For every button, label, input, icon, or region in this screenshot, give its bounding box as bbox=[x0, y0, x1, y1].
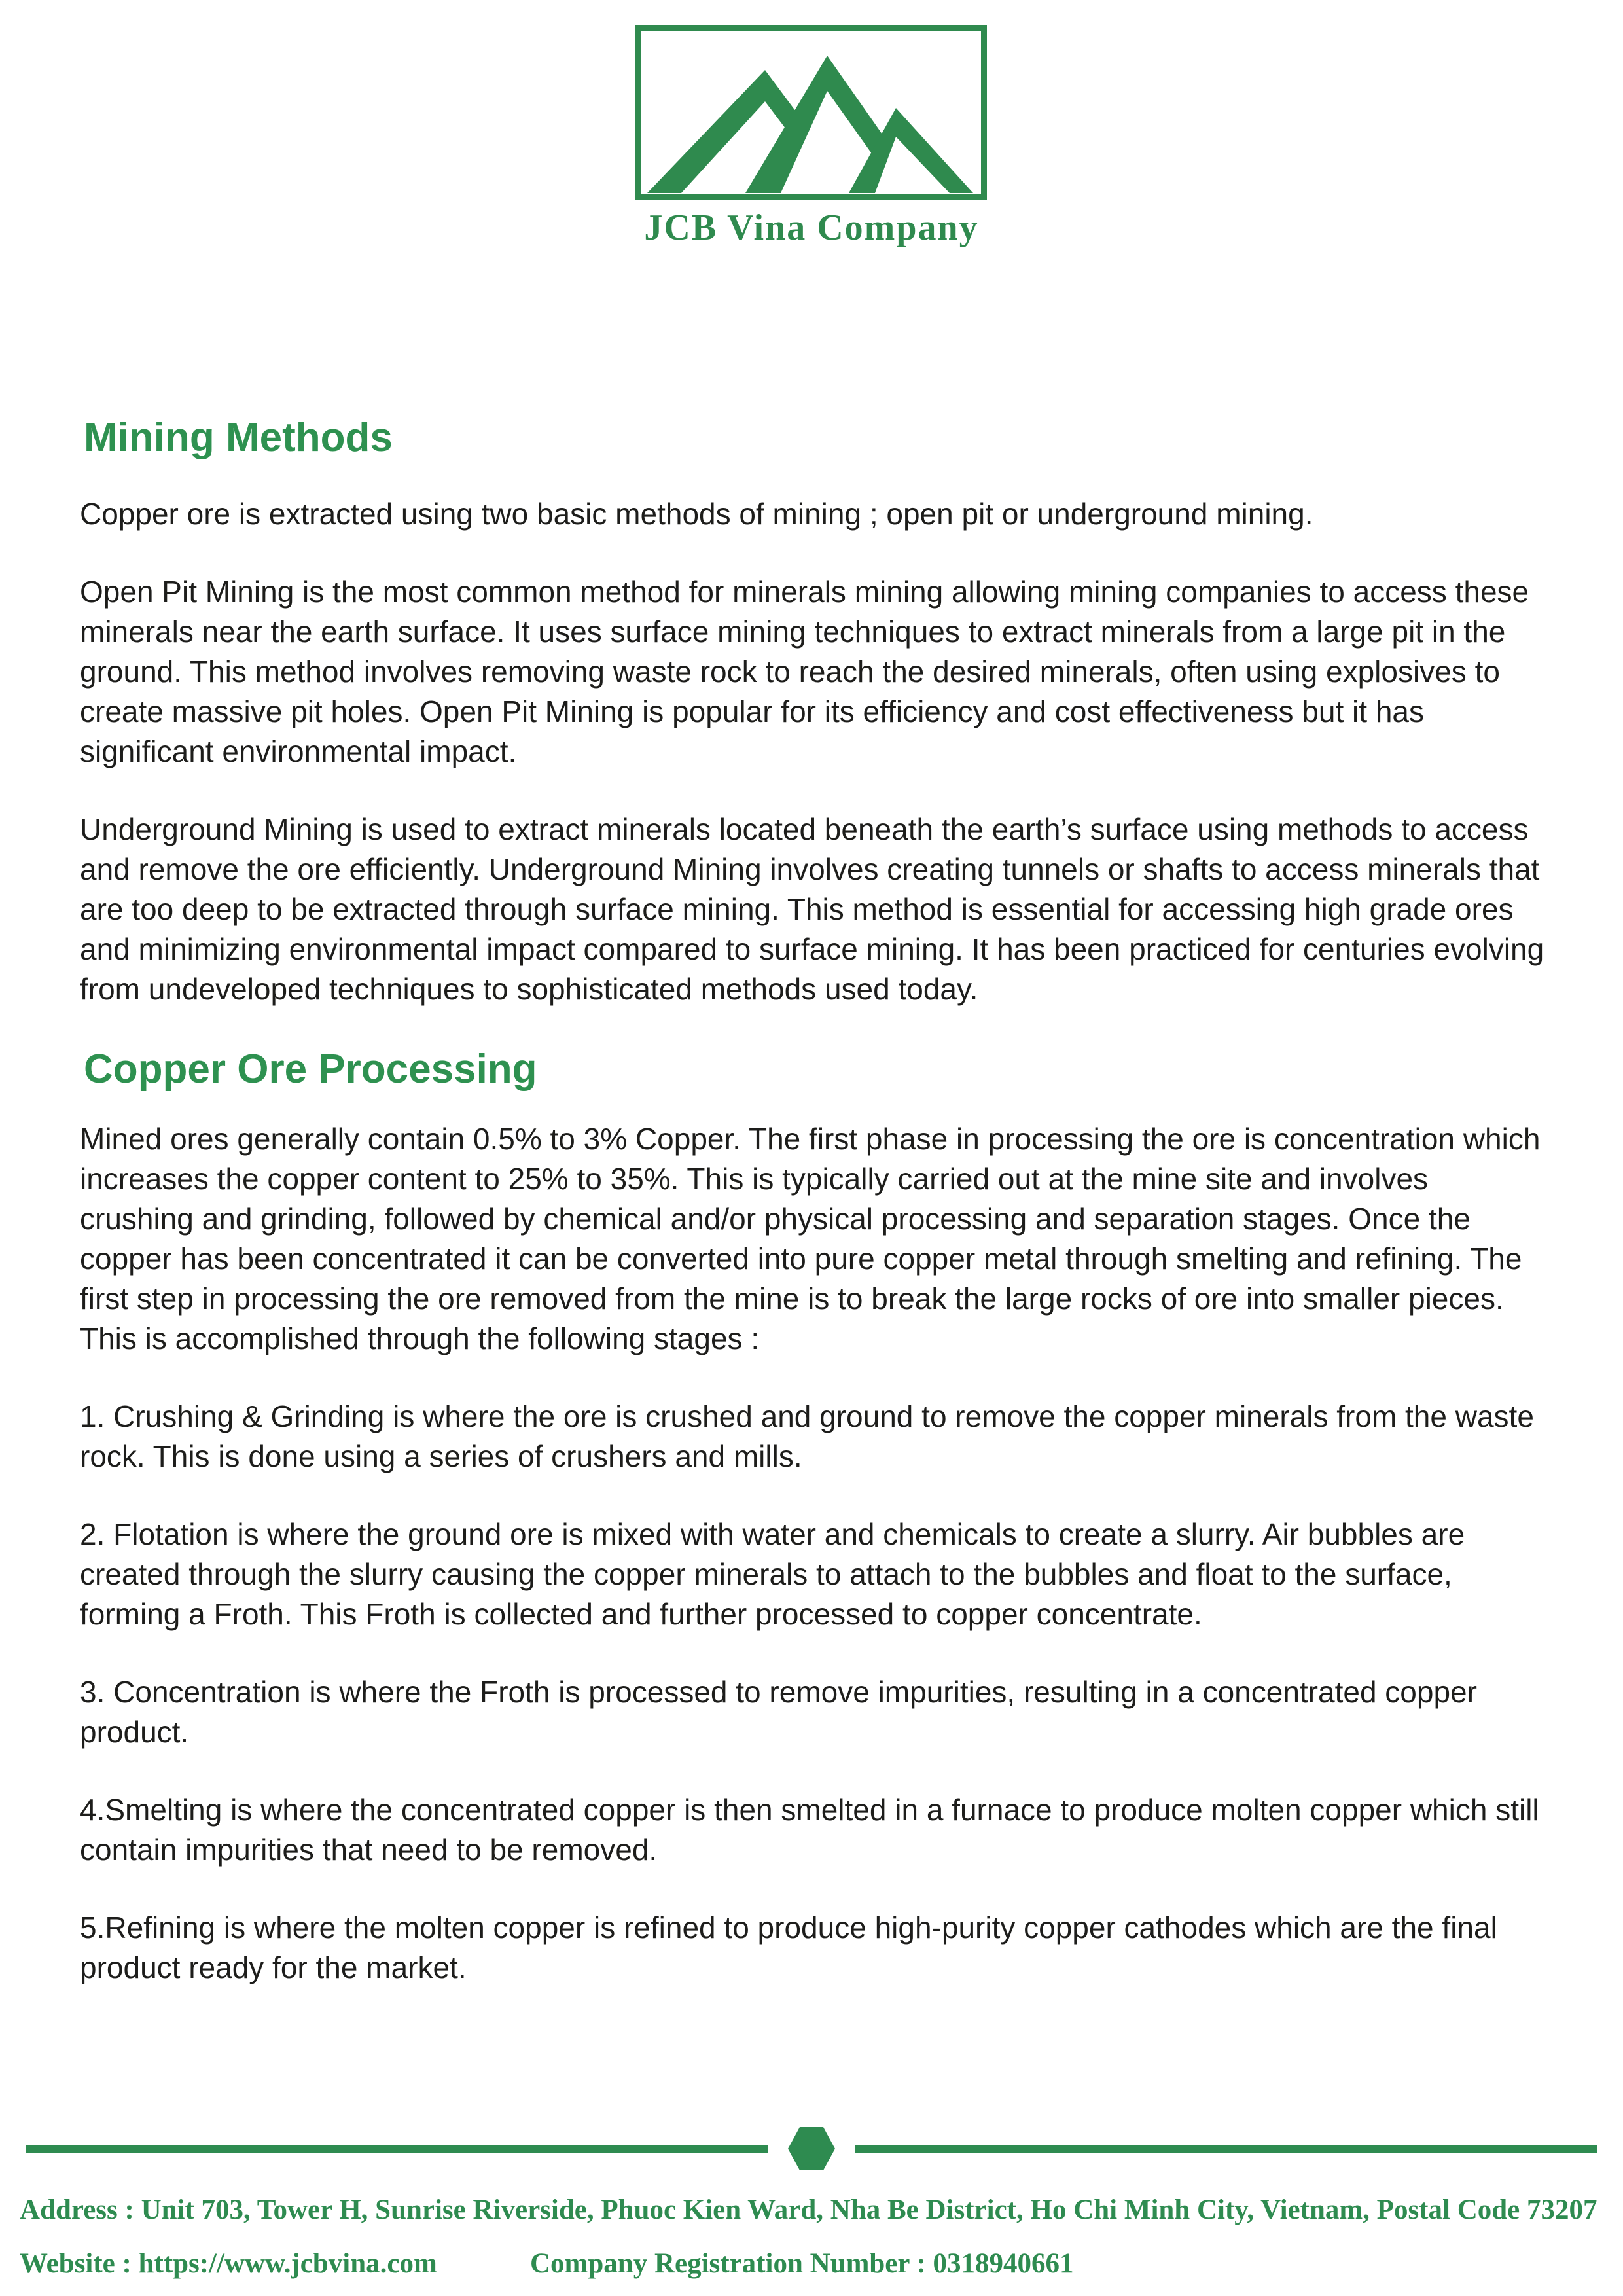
list-item: 2. Flotation is where the ground ore is mixed with water and chemicals to create a slurry. Air bubbles are created through the slurry causing the copper minerals to attach to the bubbles and float to the surface, forming a Froth. This Froth is collected and further processed to copper concentrate. bbox=[80, 1517, 1465, 1632]
hexagon-icon bbox=[788, 2127, 835, 2170]
divider-line-right bbox=[855, 2145, 1597, 2153]
footer-meta bbox=[20, 2248, 1610, 2287]
footer-website: Website : https://www.jcbvina.com bbox=[20, 2248, 437, 2279]
list-item: 4.Smelting is where the concentrated copper is then smelted in a furnace to produce molten copper which still contain impurities that need to be removed. bbox=[80, 1793, 1539, 1867]
company-logo bbox=[635, 25, 987, 200]
footer-address: Address : Unit 703, Tower H, Sunrise Riverside, Phuoc Kien Ward, Nha Be District, Ho Chi Minh City, Vietnam, Postal Code 73207 bbox=[20, 2195, 1597, 2225]
list-item: 5.Refining is where the molten copper is refined to produce high-purity copper cathodes which are the final product ready for the market. bbox=[80, 1910, 1497, 1985]
paragraph: Open Pit Mining is the most common method for minerals mining allowing mining companies to access these minerals near the earth surface. It uses surface mining techniques to extract minerals from a large pit in the ground. This method involves removing waste rock to reach the desired minerals, often using explosives to create massive pit holes. Open Pit Mining is popular for its efficiency and cost effectiveness but it has significant environmental impact. bbox=[80, 575, 1529, 769]
paragraph: Mined ores generally contain 0.5% to 3% Copper. The first phase in processing the ore is concentration which increases the copper content to 25% to 35%. This is typically carried out at the mine site and involves crushing and grinding, followed by chemical and/or physical processing and separation stages. Once the copper has been concentrated it can be converted into pure copper metal through smelting and refining. The first step in processing the ore removed from the mine is to break the large rocks of ore into smaller pieces. This is accomplished through the following stages : bbox=[80, 1122, 1541, 1356]
section-heading-mining-methods: Mining Methods bbox=[84, 415, 393, 460]
paragraph: Underground Mining is used to extract minerals located beneath the earth’s surface using methods to access and remove the ore efficiently. Underground Mining involves creating tunnels or shafts to access minerals that are too deep to be extracted through surface mining. This method is essential for accessing high grade ores and minimizing environmental impact compared to surface mining. It has been practiced for centuries evolving from undeveloped techniques to sophisticated methods used today. bbox=[80, 812, 1544, 1007]
footer-divider bbox=[26, 2127, 1597, 2170]
mountains-icon bbox=[641, 31, 981, 194]
footer-registration-number: Company Registration Number : 0318940661 bbox=[530, 2248, 1074, 2279]
paragraph: Copper ore is extracted using two basic methods of mining ; open pit or underground mining. bbox=[80, 497, 1313, 531]
company-name: JCB Vina Company bbox=[644, 207, 979, 248]
section-heading-copper-ore-processing: Copper Ore Processing bbox=[84, 1047, 537, 1092]
list-item: 1. Crushing & Grinding is where the ore is crushed and ground to remove the copper minerals from the waste rock. This is done using a series of crushers and mills. bbox=[80, 1399, 1534, 1474]
document-body bbox=[80, 416, 1546, 2026]
list-item: 3. Concentration is where the Froth is processed to remove impurities, resulting in a concentrated copper product. bbox=[80, 1675, 1477, 1749]
divider-line-left bbox=[26, 2145, 768, 2153]
